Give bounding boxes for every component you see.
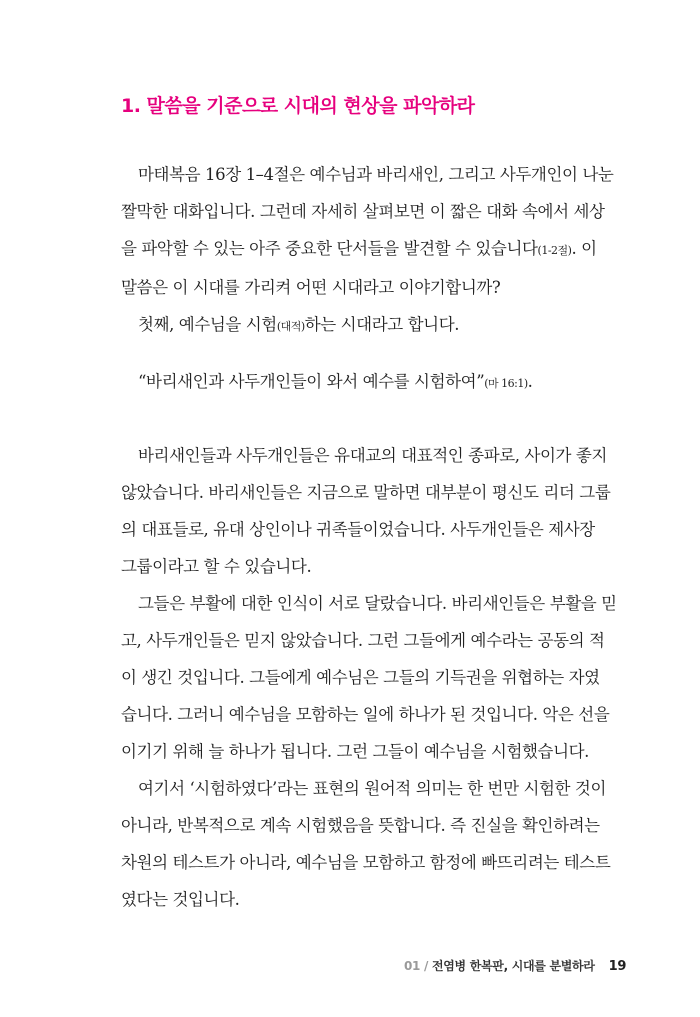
scripture-quote: [138, 368, 533, 392]
quote-tail: .: [527, 372, 533, 391]
paragraph-line: 아니라, 반복적으로 계속 시험했음을 뜻합니다. 즉 진실을 확인하려는: [121, 816, 600, 835]
paragraph-line: 그들은 부활에 대한 인식이 서로 달랐습니다. 바리새인들은 부활을 믿: [138, 594, 617, 613]
quote-reference: (마 16:1): [484, 377, 528, 390]
point-note: (대적): [276, 320, 305, 333]
paragraph-line: 차원의 테스트가 아니라, 예수님을 모함하고 함정에 빠뜨리려는 테스트: [121, 853, 611, 872]
point-text-end: 하는 시대라고 합니다.: [304, 315, 460, 334]
page-number: 19: [608, 959, 627, 974]
paragraph-first-point: [121, 306, 580, 345]
paragraph-line: 바리새인들과 사두개인들은 유대교의 대표적인 종파로, 사이가 좋지: [138, 446, 608, 465]
paragraph-line: 않았습니다. 바리새인들은 지금으로 말하면 대부분이 평신도 리더 그룹: [121, 483, 611, 502]
paragraph-body: [121, 437, 617, 918]
paragraph-line: 고, 사두개인들은 믿지 않았습니다. 그런 그들에게 예수라는 공동의 적: [121, 631, 605, 650]
section-heading: 1. 말씀을 기준으로 시대의 현상을 파악하라: [121, 95, 475, 117]
paragraph-line: 그룹이라고 할 수 있습니다.: [121, 557, 312, 576]
paragraph-line: 짤막한 대화입니다. 그런데 자세히 살펴보면 이 짧은 대화 속에서 세상: [121, 202, 605, 221]
paragraph-intro: [121, 156, 614, 345]
paragraph-line: [121, 230, 597, 269]
paragraph-line: 이 생긴 것입니다. 그들에게 예수님은 그들의 기득권을 위협하는 자였: [121, 668, 600, 687]
paragraph-line: 마태복음 16장 1–4절은 예수님과 바리새인, 그리고 사두개인이 나눈: [138, 165, 614, 184]
verse-reference: (1-2절): [537, 244, 572, 257]
paragraph-line: 이기기 위해 늘 하나가 됩니다. 그런 그들이 예수님을 시험했습니다.: [121, 742, 590, 761]
paragraph-line: 였다는 것입니다.: [121, 890, 240, 909]
running-title: 전염병 한복판, 시대를 분별하라: [431, 959, 595, 973]
paragraph-line: 의 대표들로, 유대 상인이나 귀족들이었습니다. 사두개인들은 제사장: [121, 520, 595, 539]
paragraph-line: 말씀은 이 시대를 가리켜 어떤 시대라고 이야기합니까?: [121, 278, 501, 297]
quote-text: “바리새인과 사두개인들이 와서 예수를 시험하여”: [138, 372, 485, 391]
paragraph-line: 여기서 ‘시험하였다’라는 표현의 원어적 의미는 한 번만 시험한 것이: [138, 779, 607, 798]
paragraph-line-tail: . 이: [571, 239, 597, 258]
point-text: 첫째, 예수님을 시험: [138, 315, 277, 334]
paragraph-line: 습니다. 그러니 예수님을 모함하는 일에 하나가 된 것입니다. 악은 선을: [121, 705, 610, 724]
chapter-number: 01 /: [404, 959, 429, 973]
paragraph-line-text: 을 파악할 수 있는 아주 중요한 단서들을 발견할 수 있습니다: [121, 239, 538, 258]
page-footer: [404, 957, 626, 974]
